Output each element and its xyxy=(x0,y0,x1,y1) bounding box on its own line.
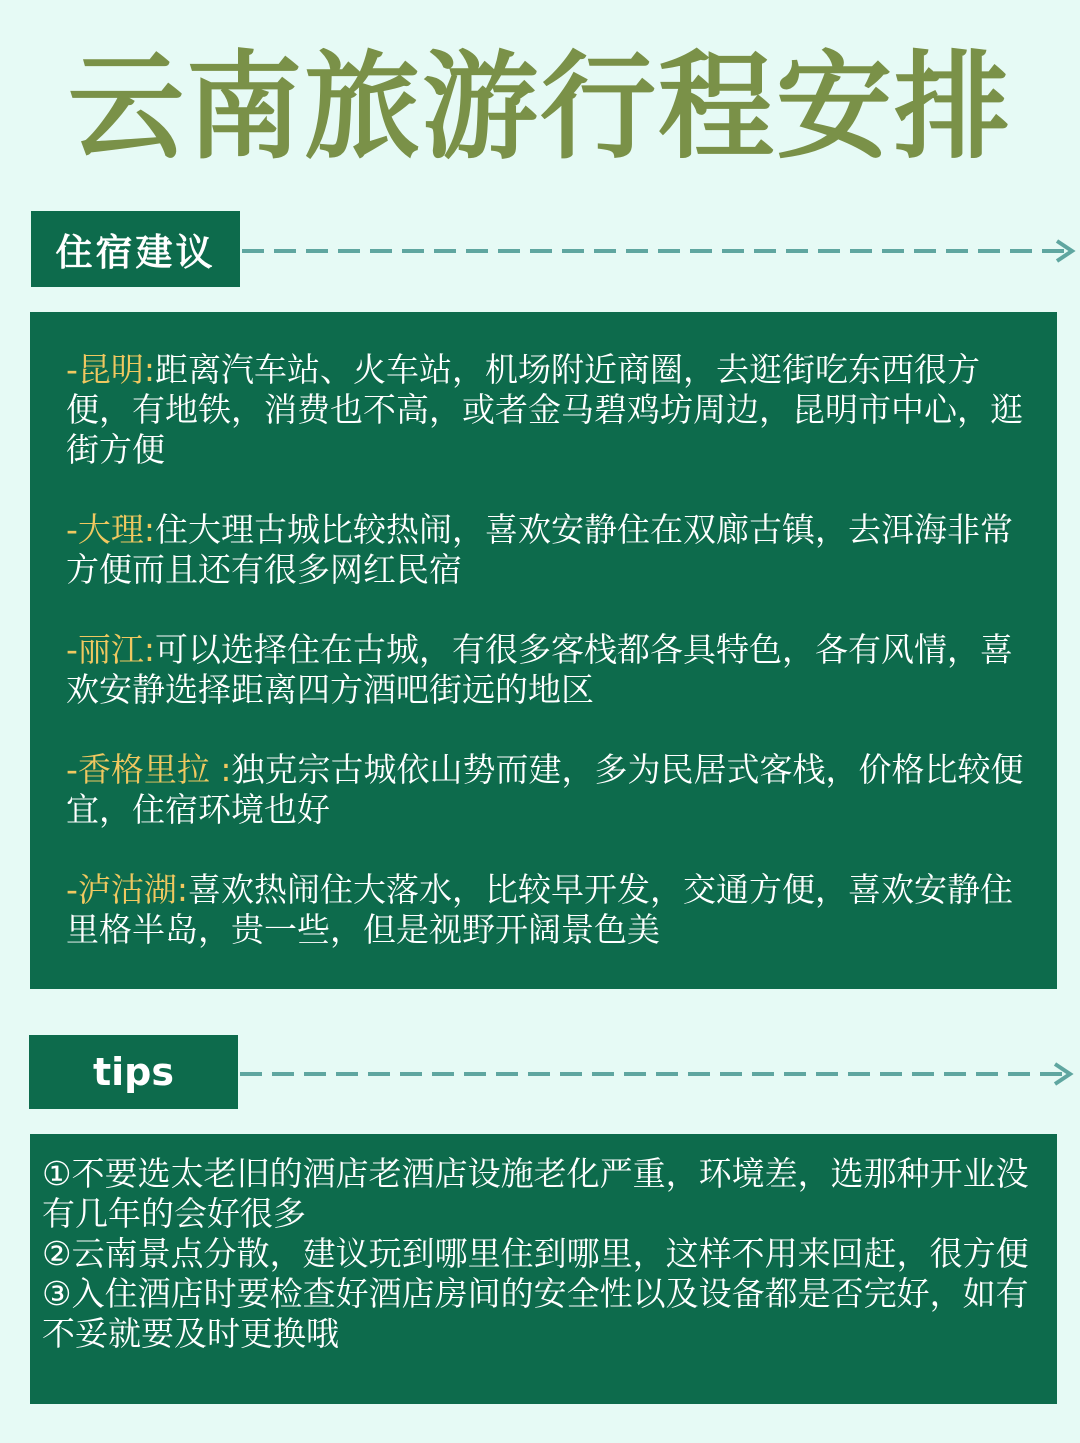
place-label: -昆明: xyxy=(66,350,156,389)
place-label: -大理: xyxy=(66,510,156,549)
place-label: -丽江: xyxy=(66,630,156,669)
dashed-arrow-icon xyxy=(240,1061,1078,1087)
accommodation-entry-dali xyxy=(66,510,1037,590)
accommodation-entry-lugu-lake xyxy=(66,870,1037,950)
place-label: -泸沽湖: xyxy=(66,870,189,909)
accommodation-entry-lijiang xyxy=(66,630,1037,710)
tip-item: ③入住酒店时要检查好酒店房间的安全性以及设备都是否完好，如有不妥就要及时更换哦 xyxy=(42,1274,1029,1353)
page-title: 云南旅游行程安排 xyxy=(68,40,1012,175)
tips-heading: tips xyxy=(29,1035,238,1109)
accommodation-heading: 住宿建议 xyxy=(31,211,240,287)
accommodation-entry-shangrila xyxy=(66,750,1037,830)
dashed-arrow-icon xyxy=(242,238,1078,264)
tip-item: ②云南景点分散，建议玩到哪里住到哪里，这样不用来回赶，很方便 xyxy=(42,1234,1029,1273)
entry-text: 独克宗古城依山势而建，多为民居式客栈，价格比较便宜，住宿环境也好 xyxy=(66,750,1024,829)
tips-panel xyxy=(30,1134,1057,1404)
entry-text: 喜欢热闹住大落水，比较早开发，交通方便，喜欢安静住里格半岛，贵一些，但是视野开阔景色美 xyxy=(66,870,1014,949)
entry-text: 距离汽车站、火车站，机场附近商圈，去逛街吃东西很方便，有地铁，消费也不高，或者金马碧鸡坊周边，昆明市中心，逛街方便 xyxy=(66,350,1023,469)
accommodation-panel xyxy=(30,312,1057,989)
entry-text: 可以选择住在古城，有很多客栈都各具特色，各有风情，喜欢安静选择距离四方酒吧街远的地区 xyxy=(66,630,1014,709)
accommodation-entry-kunming xyxy=(66,350,1037,470)
tip-item: ①不要选太老旧的酒店老酒店设施老化严重，环境差，选那种开业没有几年的会好很多 xyxy=(42,1154,1029,1233)
place-label: -香格里拉 : xyxy=(66,750,232,789)
entry-text: 住大理古城比较热闹，喜欢安静住在双廊古镇，去洱海非常方便而且还有很多网红民宿 xyxy=(66,510,1014,589)
